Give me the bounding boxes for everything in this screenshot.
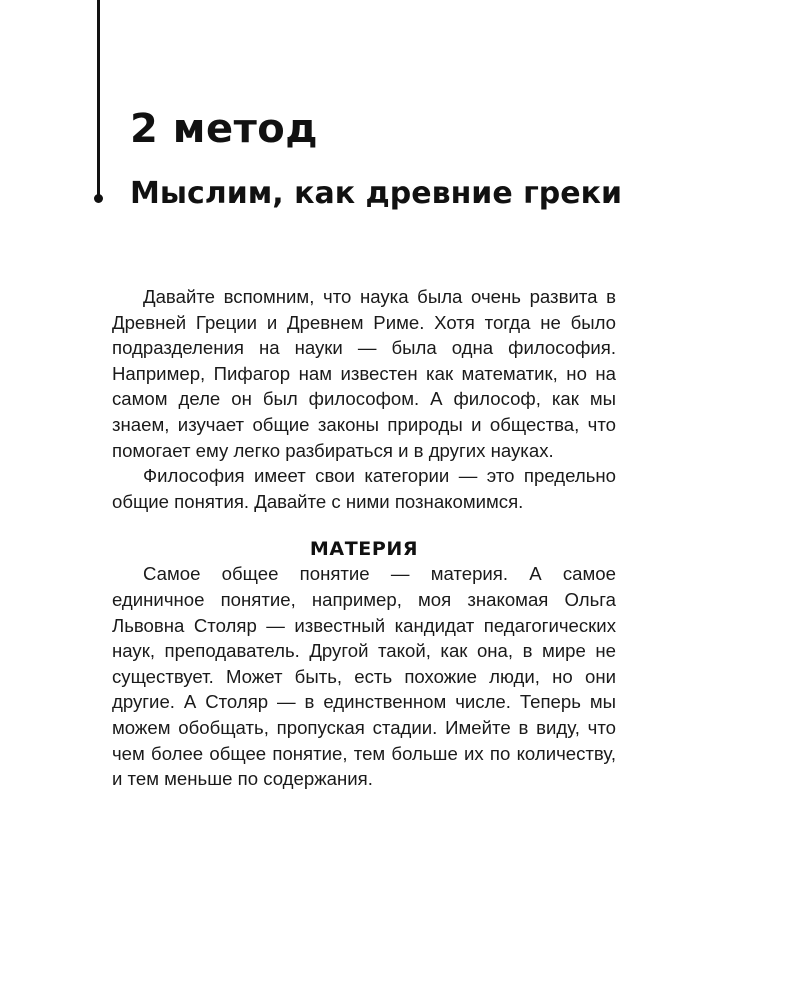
chapter-rule-dot <box>94 194 103 203</box>
paragraph-categories: Философия имеет свои категории — это предельно общие понятия. Давайте с ними познакомимся. <box>112 465 616 512</box>
chapter-title: Мыслим, как древние греки <box>130 176 622 211</box>
section-heading-materia: МАТЕРИЯ <box>309 538 419 561</box>
paragraph-materia: Самое общее понятие — материя. А самое единичное понятие, например, моя знакомая Ольга Львовна Столяр — известный кандидат педагогических наук, преподаватель. Другой такой, как она, в мире не существует. Может быть, есть похожие люди, но они другие. А Столяр — в единственном числе. Теперь мы можем обобщать, пропуская стадии. Имейте в виду, что чем более общее понятие, тем больше их по количеству, и тем меньше по содержания. <box>112 563 616 790</box>
chapter-number: 2 метод <box>130 106 319 152</box>
chapter-vertical-rule <box>97 0 100 196</box>
paragraph-intro: Давайте вспомним, что наука была очень развита в Древней Греции и Древнем Риме. Хотя тогда не было подразделения на науки — была одна философия. Например, Пифагор нам известен как математик, но на самом деле он был философом. А философ, как мы знаем, изучает общие законы природы и общества, что помогает ему легко разбираться и в других науках. <box>112 286 616 461</box>
chapter-body <box>112 284 616 792</box>
